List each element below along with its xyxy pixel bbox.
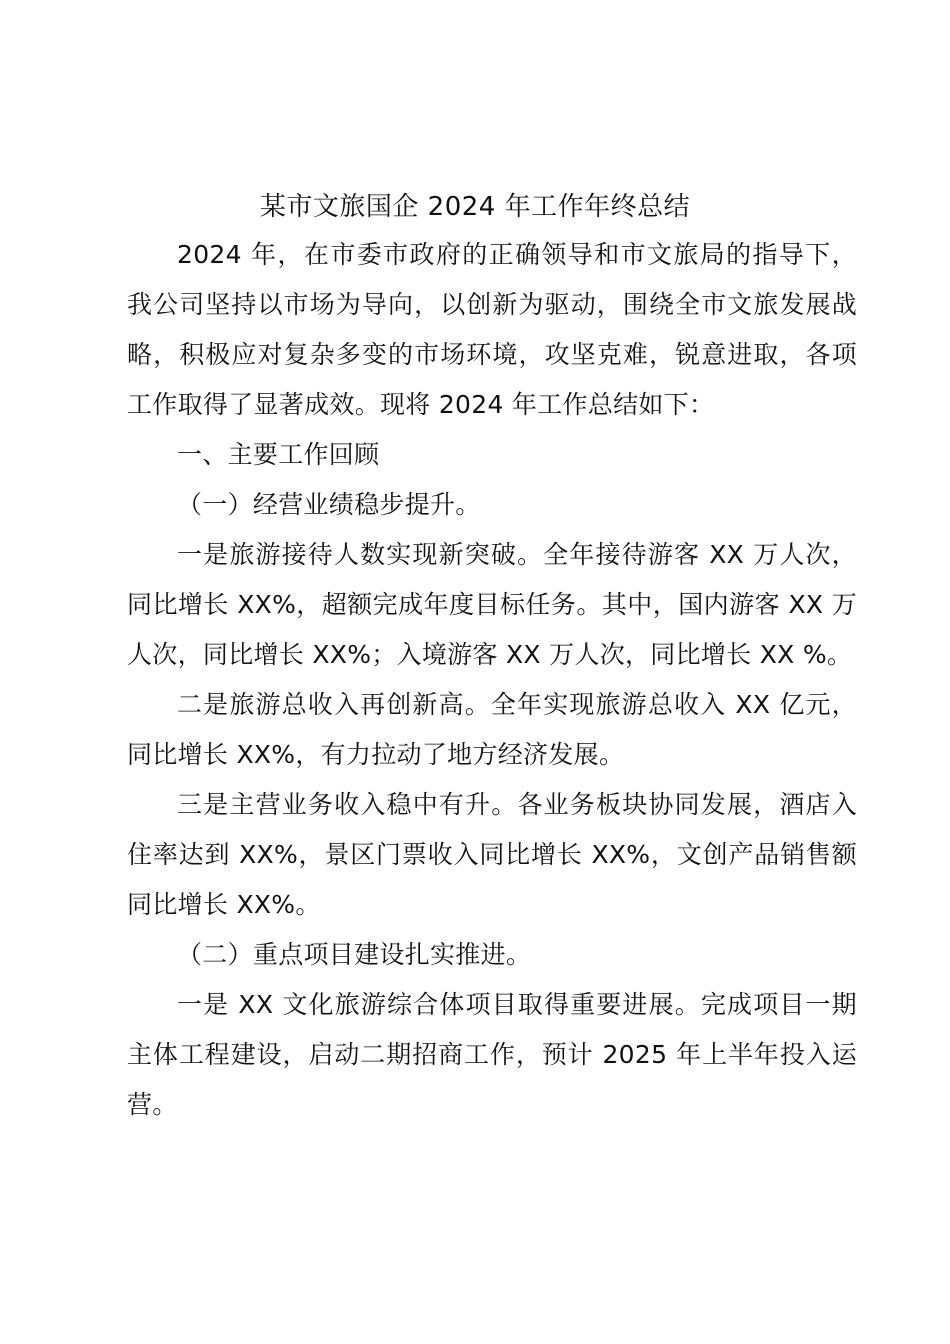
subheading-business-performance: （一）经营业绩稳步提升。 — [177, 490, 481, 519]
heading-main-review: 一、主要工作回顾 — [177, 440, 380, 469]
paragraph-project-complex: 一是 XX 文化旅游综合体项目取得重要进展。完成项目一期主体工程建设，启动二期招商工作，预计 2025 年上半年投入运营。 — [127, 990, 857, 1119]
document-title: 某市文旅国企 2024 年工作年终总结 — [259, 192, 691, 222]
paragraph-visitors: 一是旅游接待人数实现新突破。全年接待游客 XX 万人次，同比增长 XX%，超额完成年度目标任务。其中，国内游客 XX 万人次，同比增长 XX%；入境游客 XX 万人次，同比增长 XX %。 — [127, 540, 857, 669]
paragraph-main-business: 三是主营业务收入稳中有升。各业务板块协同发展，酒店入住率达到 XX%，景区门票收入同比增长 XX%，文创产品销售额同比增长 XX%。 — [127, 790, 857, 919]
document-body — [127, 230, 857, 1130]
subheading-key-projects: （二）重点项目建设扎实推进。 — [177, 940, 532, 969]
paragraph-revenue: 二是旅游总收入再创新高。全年实现旅游总收入 XX 亿元，同比增长 XX%，有力拉动了地方经济发展。 — [127, 690, 857, 769]
paragraph-intro: 2024 年，在市委市政府的正确领导和市文旅局的指导下，我公司坚持以市场为导向，以创新为驱动，围绕全市文旅发展战略，积极应对复杂多变的市场环境，攻坚克难，锐意进取，各项工作取得了显著成效。现将 2024 年工作总结如下： — [127, 240, 857, 419]
